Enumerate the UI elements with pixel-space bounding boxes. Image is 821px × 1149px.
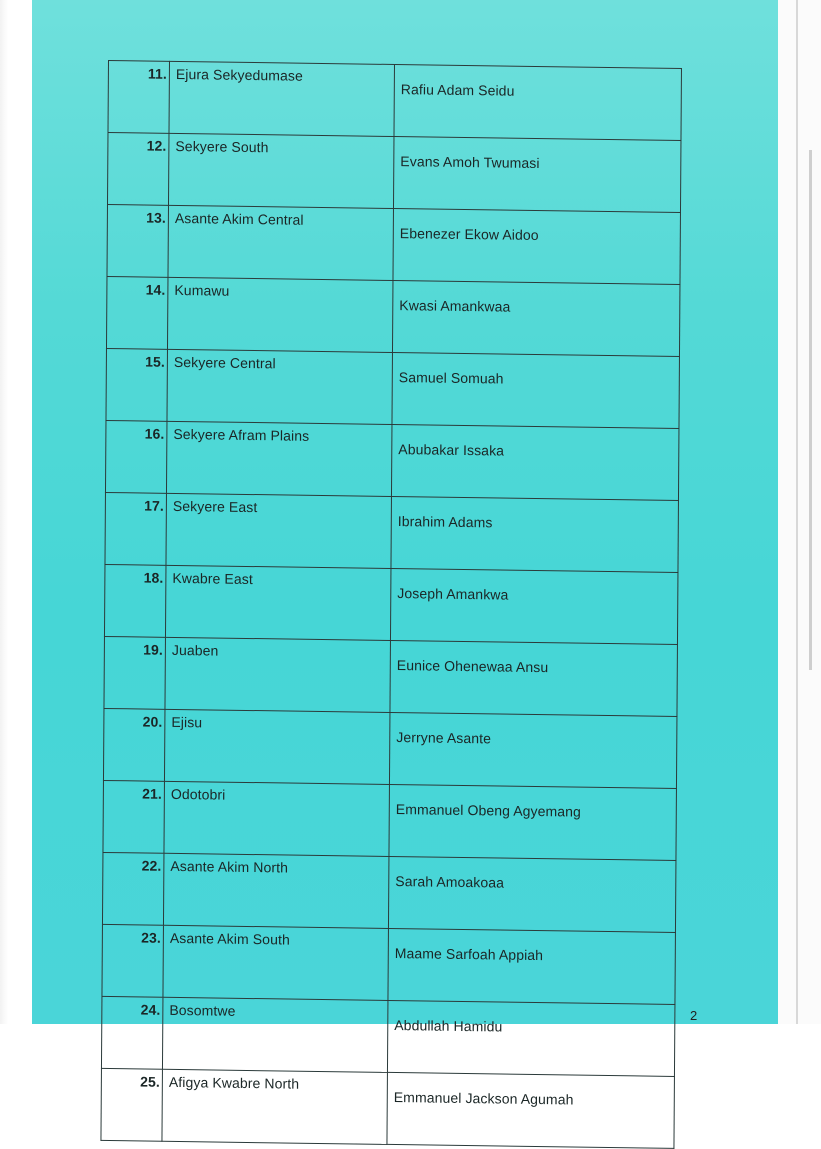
page-edge [0,0,8,1024]
district-cell: Juaben [165,637,390,712]
row-number: 20. [103,708,165,781]
district-cell: Asante Akim Central [168,205,393,280]
district-cell: Asante Akim North [163,853,388,928]
row-number: 24. [101,996,163,1069]
page-number: 2 [690,1008,698,1023]
row-number: 11. [108,61,170,134]
district-cell: Ejura Sekyedumase [169,61,394,136]
district-cell: Sekyere South [168,133,393,208]
district-cell: Afigya Kwabre North [162,1069,387,1144]
nominee-cell: Jerryne Asante [389,712,676,788]
district-cell: Kumawu [167,277,392,352]
nominee-cell: Emmanuel Obeng Agyemang [389,784,676,860]
right-margin [778,0,821,1024]
nominee-cell: Ibrahim Adams [391,496,678,572]
nominee-cell: Samuel Somuah [392,352,679,428]
district-cell: Sekyere Central [167,349,392,424]
table-row [104,564,677,644]
nominee-cell: Abubakar Issaka [391,424,678,500]
nominee-cell: Ebenezer Ekow Aidoo [393,208,680,284]
row-number: 22. [102,852,164,925]
nominee-cell: Rafiu Adam Seidu [394,65,681,141]
table-row [102,852,675,932]
table-row [106,348,679,428]
table-row [105,492,678,572]
row-number: 17. [105,492,167,565]
table-row [106,276,679,356]
table-row [107,204,680,284]
margin-divider [796,0,798,1024]
table-row [102,924,675,1004]
nominee-table [100,60,682,1149]
table-row [108,61,681,141]
row-number: 12. [107,133,169,206]
nominee-cell: Eunice Ohenewaa Ansu [390,640,677,716]
district-cell: Kwabre East [165,565,390,640]
district-cell: Bosomtwe [162,997,387,1072]
row-number: 16. [105,420,167,493]
table-row [105,420,678,500]
district-cell: Sekyere Afram Plains [166,421,391,496]
nominee-cell: Maame Sarfoah Appiah [388,928,675,1004]
nominee-cell: Evans Amoh Twumasi [393,136,680,212]
row-number: 25. [101,1068,163,1141]
row-number: 19. [104,636,166,709]
table-row [107,133,680,213]
row-number: 21. [103,780,165,853]
row-number: 18. [104,564,166,637]
nominee-cell: Kwasi Amankwaa [392,280,679,356]
row-number: 15. [106,348,168,421]
table-row [103,708,676,788]
row-number: 23. [102,924,164,997]
table-row [101,1068,674,1148]
nominee-cell: Abdullah Hamidu [387,1000,674,1076]
district-cell: Odotobri [164,781,389,856]
table-row [104,636,677,716]
row-number: 13. [107,204,169,277]
table-body [101,61,682,1149]
district-cell: Sekyere East [166,493,391,568]
district-cell: Asante Akim South [163,925,388,1000]
district-cell: Ejisu [164,709,389,784]
table-row [103,780,676,860]
nominee-cell: Emmanuel Jackson Agumah [387,1072,674,1148]
nominee-cell: Sarah Amoakoaa [388,856,675,932]
row-number: 14. [106,276,168,349]
scrollbar [809,150,812,670]
nominee-cell: Joseph Amankwa [390,568,677,644]
table-row [101,996,674,1076]
